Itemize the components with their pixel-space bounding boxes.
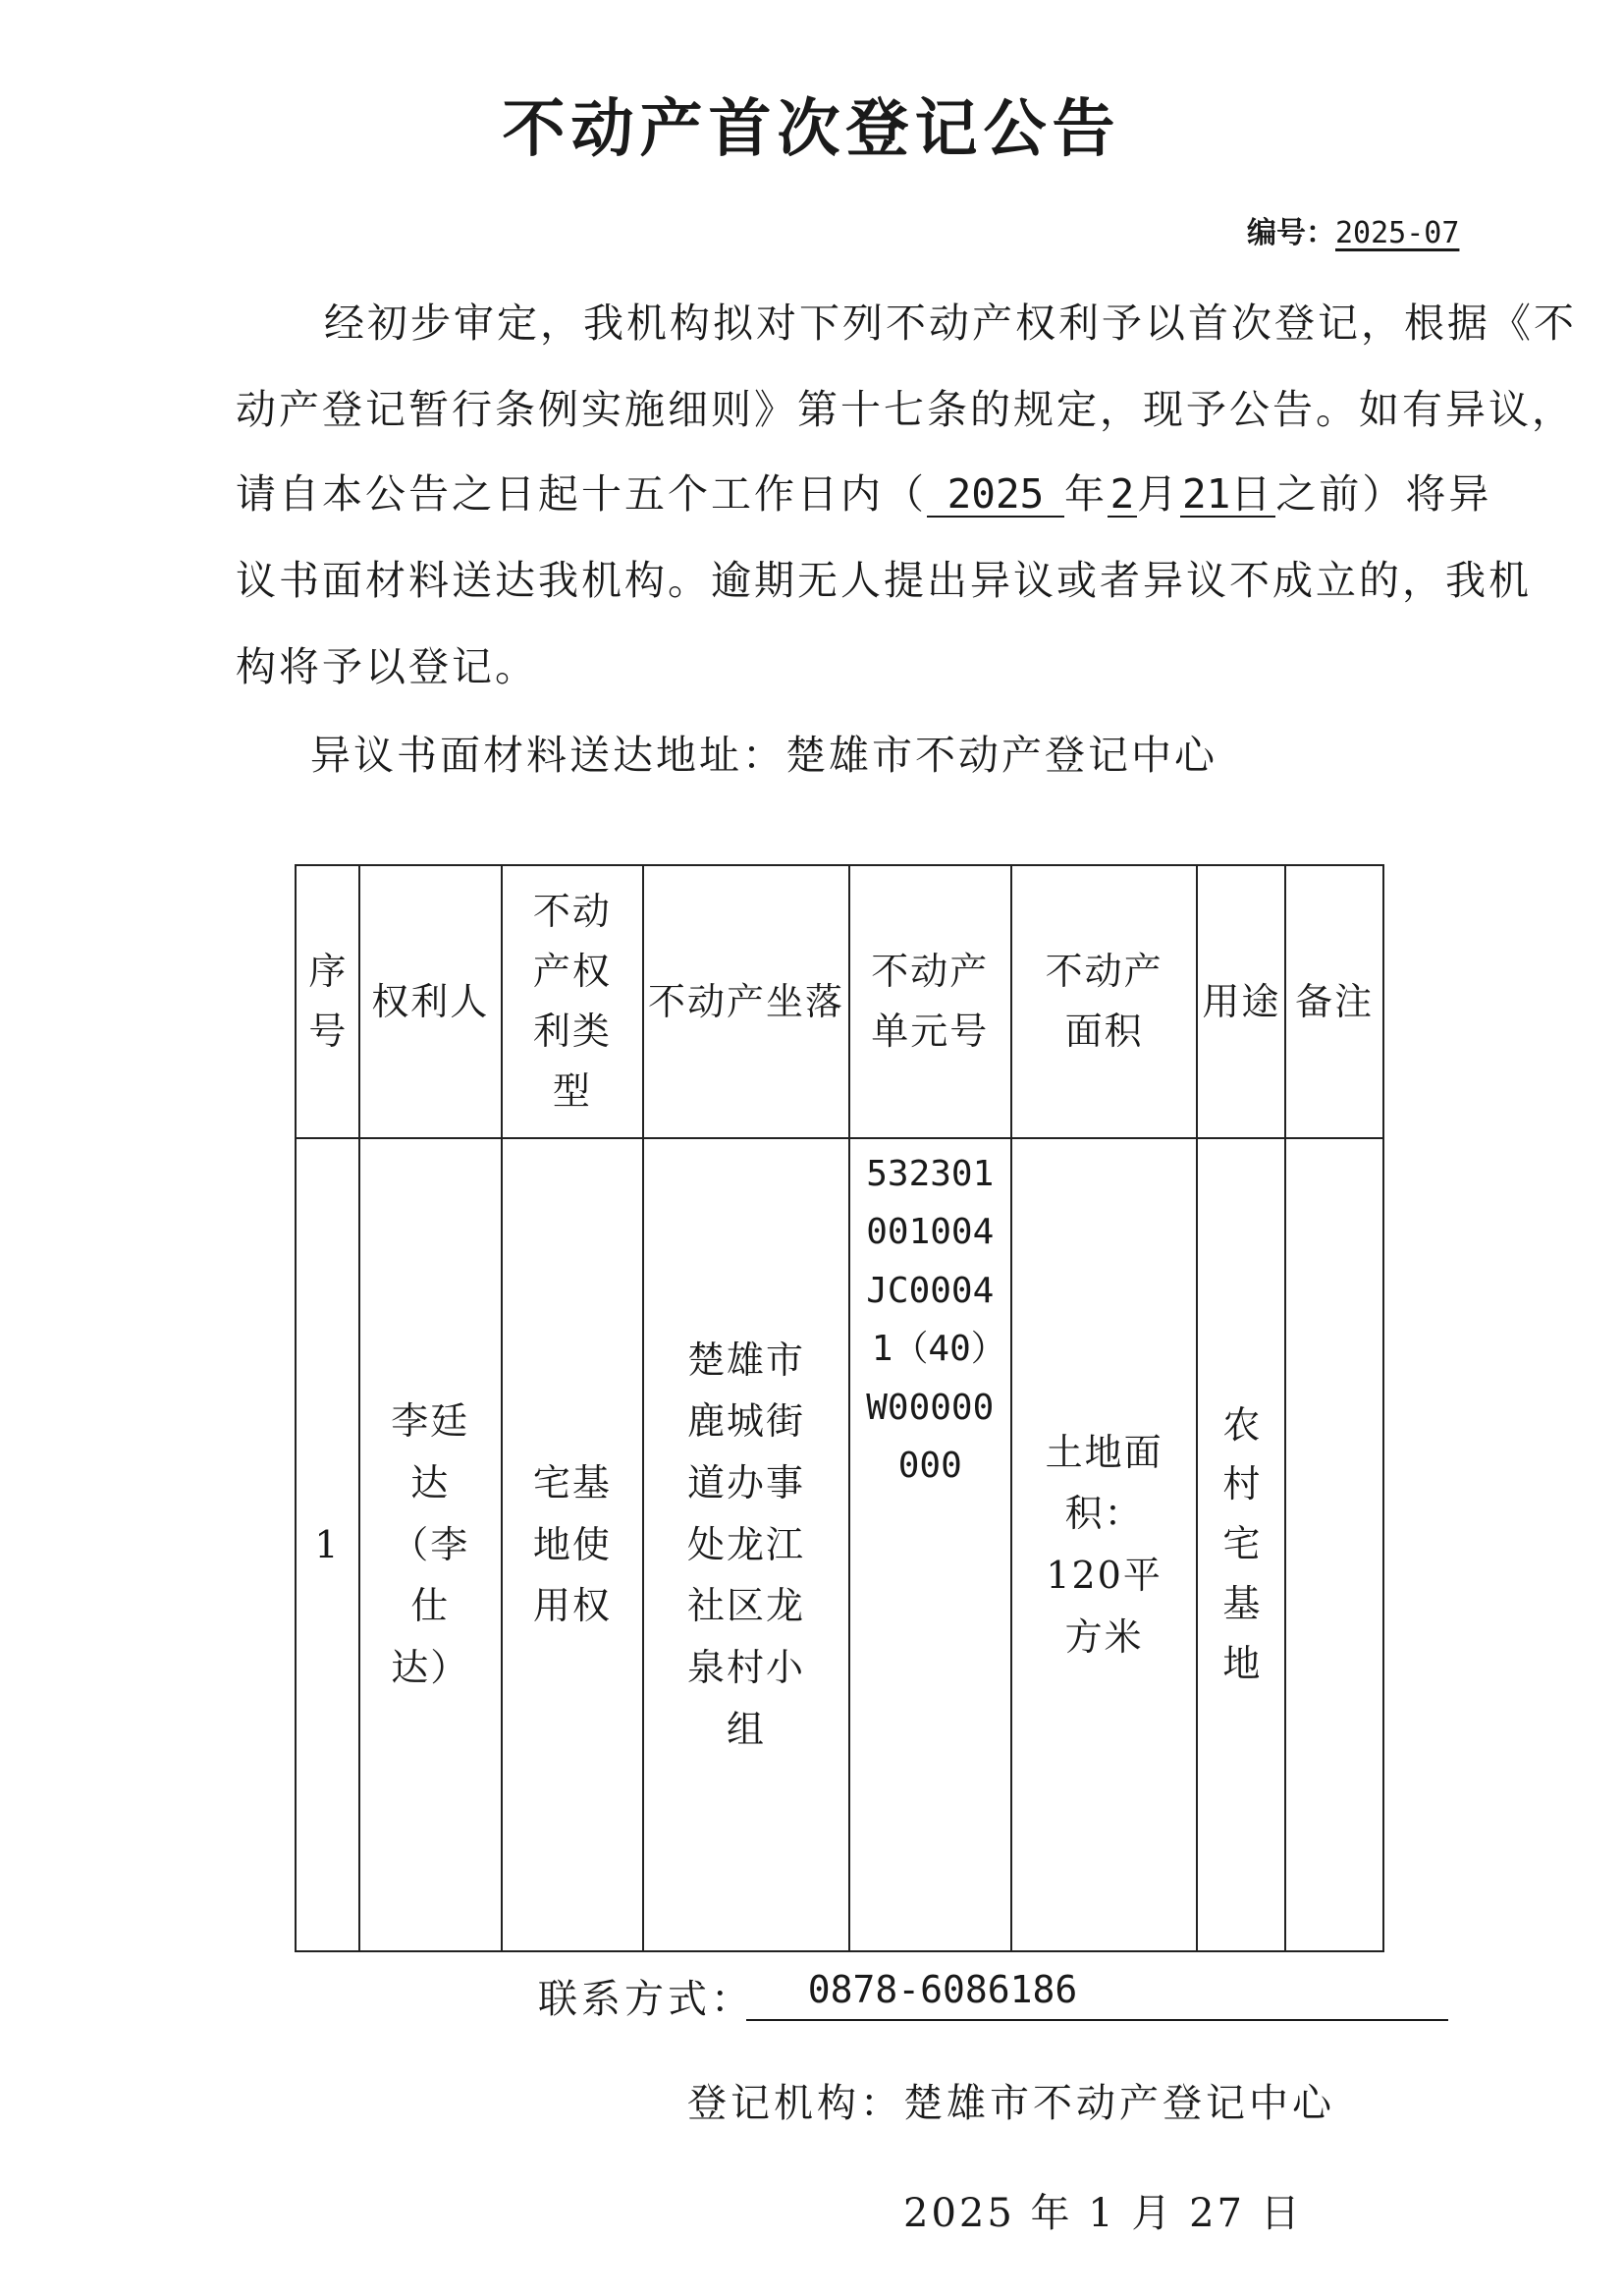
cell-remark — [1285, 1138, 1383, 1951]
header-usage: 用途 — [1197, 865, 1285, 1138]
table-row — [296, 1138, 1383, 1951]
cell-holder: 李廷达（李仕达） — [359, 1138, 502, 1951]
cell-seq: 1 — [296, 1138, 359, 1951]
cell-right-type: 宅基地使用权 — [502, 1138, 644, 1951]
header-right-type: 不动产权利类型 — [502, 865, 644, 1138]
cell-location: 楚雄市鹿城街道办事处龙江社区龙泉村小组 — [643, 1138, 849, 1951]
deadline-year: 2025 — [927, 473, 1064, 518]
registry-organization: 登记机构：楚雄市不动产登记中心 — [687, 2081, 1335, 2126]
document-number-value: 2025-07 — [1335, 216, 1460, 250]
body-line-5: 构将予以登记。 — [236, 643, 538, 690]
objection-address: 异议书面材料送达地址：楚雄市不动产登记中心 — [310, 732, 1217, 779]
page-title: 不动产首次登记公告 — [502, 93, 1121, 166]
deadline-month: 2 — [1108, 473, 1137, 518]
day-char: 日 — [1230, 470, 1274, 518]
body-line-3-tail: 之前）将异 — [1275, 470, 1492, 518]
cell-unit-no: 532301001004JC00041（40）W00000000 — [849, 1138, 1011, 1951]
header-remark: 备注 — [1285, 865, 1383, 1138]
deadline-day: 21 — [1182, 470, 1231, 518]
contact-phone: 0878-6086186 — [807, 1968, 1078, 2011]
body-line-3-text: 请自本公告之日起十五个工作日内（ — [236, 470, 927, 518]
document-number — [1247, 208, 1459, 251]
registration-table — [295, 864, 1384, 1952]
body-line-4: 议书面材料送达我机构。逾期无人提出异议或者异议不成立的，我机 — [236, 557, 1532, 604]
header-seq: 序号 — [296, 865, 359, 1138]
table-header-row — [296, 865, 1383, 1138]
header-holder: 权利人 — [359, 865, 502, 1138]
contact-label: 联系方式： — [538, 1977, 754, 2022]
body-line-1: 经初步审定，我机构拟对下列不动产权利予以首次登记，根据《不 — [324, 300, 1577, 347]
header-area: 不动产面积 — [1011, 865, 1198, 1138]
issue-date: 2025 年 1 月 27 日 — [903, 2191, 1303, 2236]
cell-area: 土地面积：120平方米 — [1011, 1138, 1198, 1951]
cell-usage: 农村宅基地 — [1197, 1138, 1285, 1951]
header-unit-no: 不动产单元号 — [849, 865, 1011, 1138]
year-char: 年 — [1064, 470, 1108, 518]
header-location: 不动产坐落 — [643, 865, 849, 1138]
month-char: 月 — [1137, 470, 1180, 518]
body-line-2: 动产登记暂行条例实施细则》第十七条的规定，现予公告。如有异议， — [236, 386, 1575, 433]
document-number-label: 编号： — [1247, 216, 1335, 250]
body-line-3 — [236, 462, 1491, 519]
